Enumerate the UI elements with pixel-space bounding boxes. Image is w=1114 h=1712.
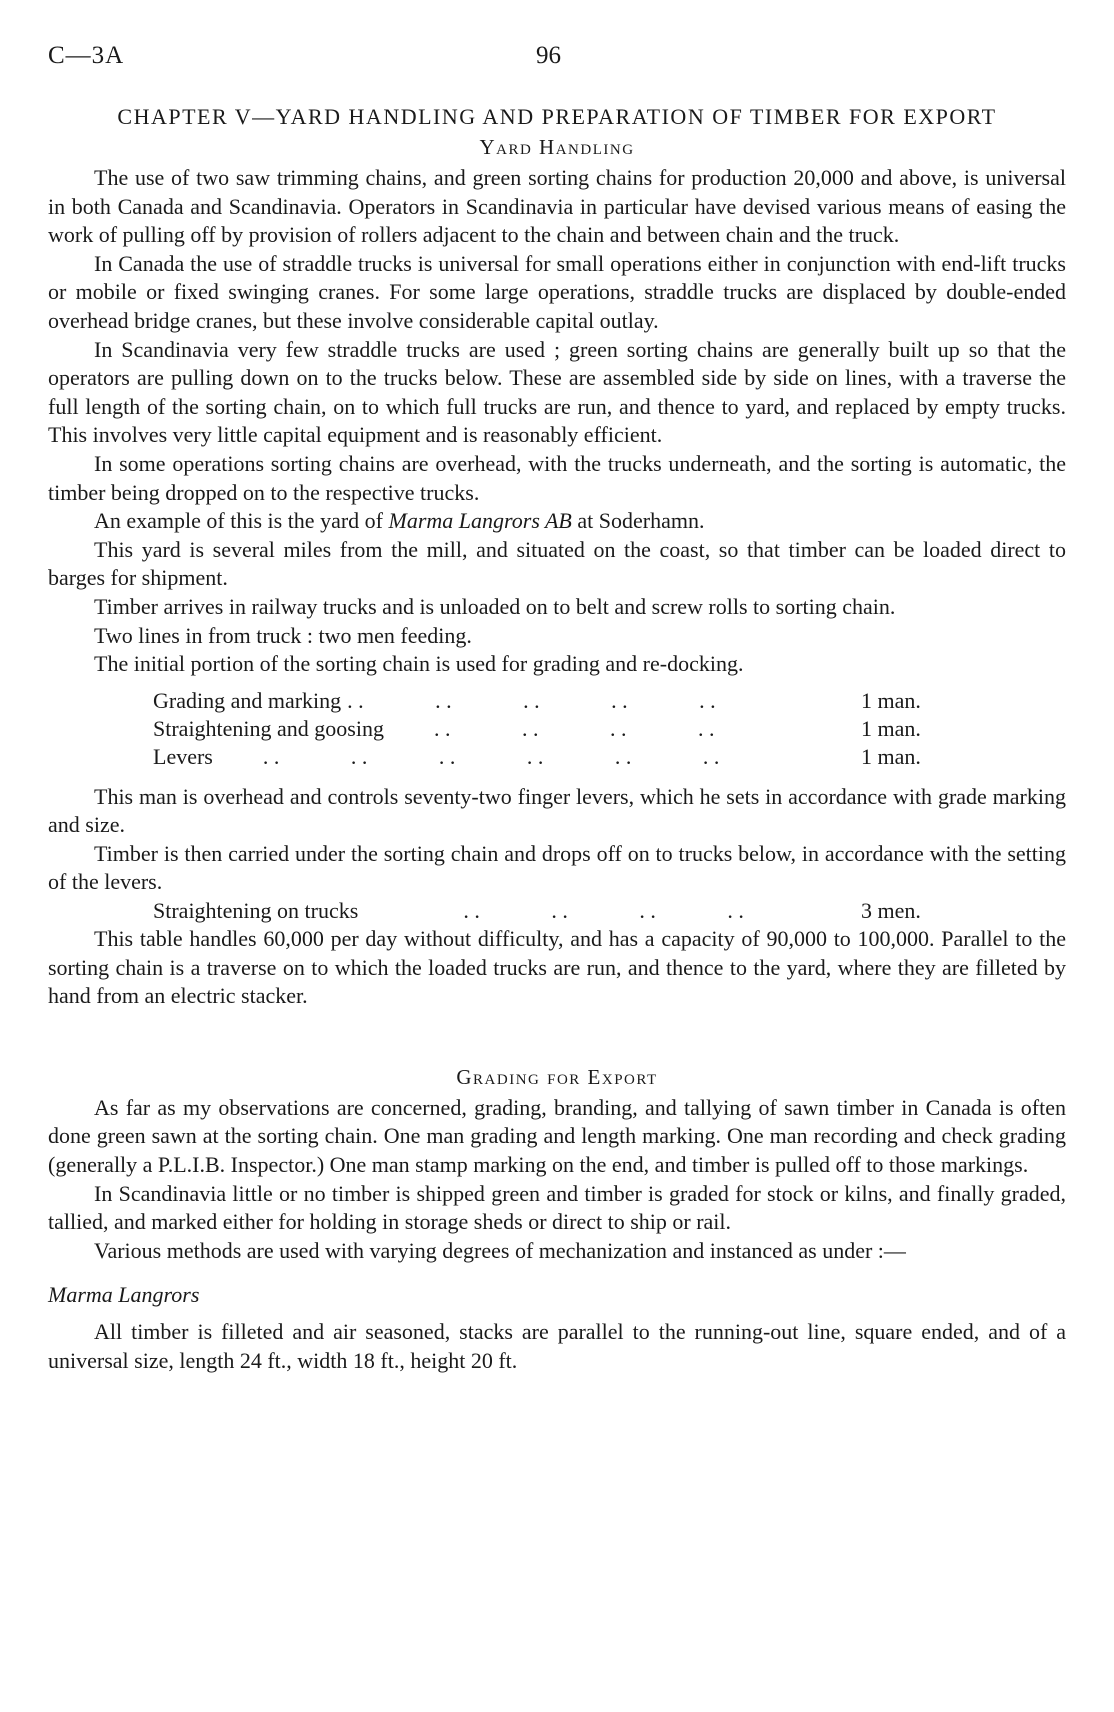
- crew-task: Levers: [153, 743, 213, 769]
- dot-leader: . . . . . . . . . . . .: [218, 743, 720, 769]
- section-title-grading-for-export: Grading for Export: [456, 1064, 658, 1089]
- paragraph: This table handles 60,000 per day without difficulty, and has a capacity of 90,000 to 100,000. Parallel to the sorting chain is a traverse on to which the loaded trucks are run, and thence to the yard, where they are filleted by hand from an electric stacker.: [48, 926, 1066, 1009]
- section-grading-for-export: [48, 1094, 1066, 1375]
- paragraph: Timber is then carried under the sorting chain and drops off on to trucks below, in accordance with the setting of the levers.: [48, 840, 1066, 895]
- crew-count: 1 man.: [861, 715, 921, 741]
- crew-task: Straightening and goosing: [153, 715, 384, 741]
- subheading-marma-langrors: Marma Langrors: [48, 1282, 200, 1308]
- paragraph: In some operations sorting chains are overhead, with the trucks underneath, and the sorting is automatic, the timber being dropped on to the respective trucks.: [48, 450, 1066, 505]
- page-number: 96: [536, 42, 561, 69]
- crew-row: [153, 715, 933, 743]
- document-code: C—3A: [48, 42, 125, 69]
- crew-count: 1 man.: [861, 743, 921, 769]
- paragraph: The use of two saw trimming chains, and green sorting chains for production 20,000 and above, is universal in both Canada and Scandinavia. Operators in Scandinavia in particular have devised various means of easing the work of pulling off by provision of rollers adjacent to the chain and between chain and the truck.: [48, 165, 1066, 248]
- section-yard-handling: [48, 164, 1066, 1011]
- crew-table: [48, 687, 1066, 771]
- company-name: Marma Langrors AB: [388, 508, 572, 534]
- crew-count: 3 men.: [861, 898, 921, 924]
- document-page: [48, 42, 1066, 1375]
- crew-row: [153, 897, 933, 925]
- paragraph: In Canada the use of straddle trucks is universal for small operations either in conjunction with end-lift trucks or mobile or fixed swinging cranes. For some large operations, straddle trucks are displaced by double-ended overhead bridge cranes, but these involve considerable capital outlay.: [48, 250, 1066, 333]
- crew-row: [153, 687, 933, 715]
- crew-task: Grading and marking: [153, 687, 342, 713]
- section-title-yard-handling: Yard Handling: [479, 135, 635, 159]
- chapter-title: CHAPTER V—YARD HANDLING AND PREPARATION OF TIMBER FOR EXPORT: [117, 104, 997, 129]
- paragraph: All timber is filleted and air seasoned, stacks are parallel to the running-out line, square ended, and of a universal size, length 24 ft., width 18 ft., height 20 ft.: [48, 1319, 1066, 1373]
- paragraph: The initial portion of the sorting chain is used for grading and re-docking.: [94, 651, 744, 677]
- paragraph: Various methods are used with varying degrees of mechanization and instanced as under :—: [94, 1237, 906, 1263]
- crew-row: [153, 743, 933, 771]
- paragraph: [48, 507, 1066, 536]
- dot-leader: . . . . . . . .: [364, 898, 744, 924]
- section-gap: [48, 1011, 1066, 1059]
- paragraph: This man is overhead and controls seventy-two finger levers, which he sets in accordance with grade marking and size.: [48, 783, 1066, 838]
- running-head: [48, 42, 1066, 82]
- paragraph: Two lines in from truck : two men feeding.: [94, 622, 472, 648]
- paragraph: This yard is several miles from the mill, and situated on the coast, so that timber can be loaded direct to barges for shipment.: [48, 536, 1066, 591]
- text-span: at Soderhamn.: [571, 508, 705, 534]
- dot-leader: . . . . . . . . . .: [347, 687, 716, 713]
- crew-count: 1 man.: [861, 687, 921, 713]
- text-span: An example of this is the yard of: [94, 508, 389, 534]
- paragraph: In Scandinavia little or no timber is shipped green and timber is graded for stock or kilns, and finally graded, tallied, and marked either for holding in storage sheds or direct to ship or rail.: [48, 1180, 1066, 1235]
- dot-leader: . . . . . . . .: [389, 715, 715, 741]
- paragraph: As far as my observations are concerned, grading, branding, and tallying of sawn timber in Canada is often done green sawn at the sorting chain. One man grading and length marking. One man recording and check grading (generally a P.L.I.B. Inspector.) One man stamp marking on the end, and timber is pulled off to those markings.: [48, 1094, 1066, 1178]
- paragraph: Timber arrives in railway trucks and is unloaded on to belt and screw rolls to sorting chain.: [94, 593, 896, 619]
- paragraph: In Scandinavia very few straddle trucks are used ; green sorting chains are generally built up so that the operators are pulling down on to the trucks below. These are assembled side by side on lines, with a traverse the full length of the sorting chain, on to which full trucks are run, and thence to yard, and replaced by empty trucks. This involves very little capital equipment and is reasonably efficient.: [48, 336, 1066, 448]
- crew-task: Straightening on trucks: [153, 898, 359, 924]
